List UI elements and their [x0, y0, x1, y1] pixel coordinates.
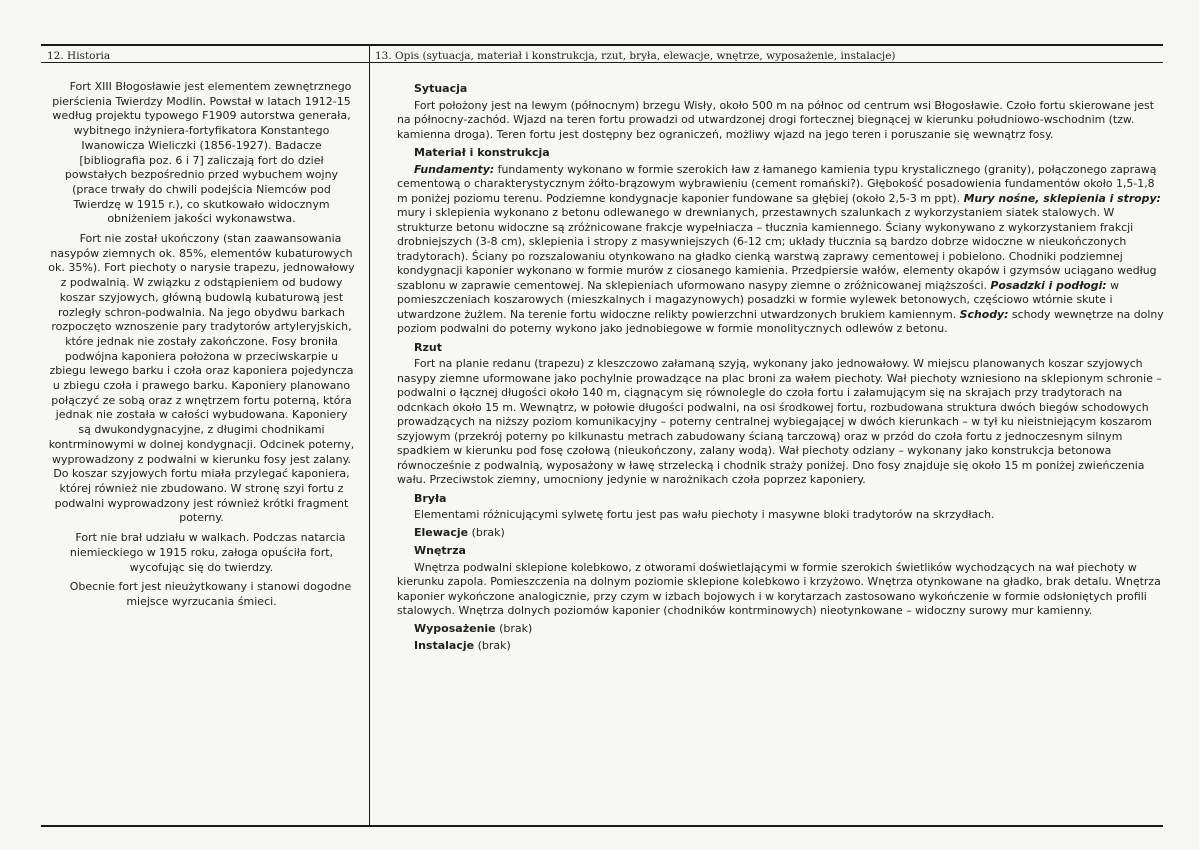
plan-heading: Rzut	[414, 340, 442, 354]
facades-note: (brak)	[471, 525, 505, 539]
facades-heading: Elewacje	[414, 525, 469, 539]
equipment-note: (brak)	[499, 621, 533, 635]
installations-section	[414, 639, 1167, 654]
floors-label: Posadzki i podłogi:	[990, 278, 1107, 292]
column-divider	[369, 44, 370, 826]
history-column	[48, 80, 355, 615]
history-paragraph: Fort XIII Błogosławie jest elementem zewnętrznego pierścienia Twierdzy Modlin. Powstał w latach 1912-15 według projektu typowego F1909 autorstwa generała, wybitnego inżyniera-fortyfikatora Konstantego Iwanowicza Wieliczki (1856-1927). Badacze [bibliografia poz. 6 i 7] zaliczają fort do dzieł powstałych bezpośrednio przed wybuchem wojny (prace trwały do chwili podejścia Niemców pod Twierdzę w 1915 r.), co skutkowało widocznym obniżeniem jakości wykonawstwa.	[52, 80, 352, 226]
facades-section	[414, 526, 1167, 541]
material-heading: Materiał i konstrukcja	[414, 146, 550, 159]
equipment-section	[414, 622, 1167, 637]
bottom-rule	[41, 825, 1163, 827]
mass-heading: Bryła	[414, 491, 447, 505]
walls-label: Mury nośne, sklepienia i stropy:	[963, 191, 1161, 205]
floors-text: w pomieszczeniach koszarowych (mieszkalnych i magazynowych) posadzki w formie wylewek betonowych, częściowo wtórnie skute i utwardzone żużlem. Na terenie fortu widoczne relikty powierzchni utwardzonych brukiem kamiennym.	[397, 278, 1120, 321]
history-paragraph: Obecnie fort jest nieużytkowany i stanowi dogodne miejsce wyrzucania śmieci.	[69, 580, 352, 608]
installations-heading: Instalacje	[414, 639, 475, 652]
interior-heading: Wnętrza	[414, 544, 466, 557]
interior-text: Wnętrza podwalni sklepione kolebkowo, z otworami doświetlającymi w formie szerokich świetlików wychodzących na wał piechoty w kierunku zapola. Pomieszczenia na dolnym poziomie sklepione kolebkowo i krzyżowo. Wnętrza otynkowane na gładko, brak detalu. Wnętrza kaponier wykończone analogicznie, przy czym w izbach bojowych i w korytarzach zastosowano wykończenie w formie odsłoniętych profili stalowych. Wnętrza dolnych poziomów kaponier (chodników kontrminowych) nieotynkowane – widoczny surowy mur kamienny.	[397, 560, 1161, 617]
header-rule	[41, 62, 1163, 63]
history-paragraph: Fort nie został ukończony (stan zaawansowania nasypów ziemnych ok. 85%, elementów kubaturowych ok. 35%). Fort piechoty o narysie trapezu, jednowałowy z podwalnią. W związku z odstąpieniem od budowy koszar szyjowych, główną budowlą kubaturową jest rozległy schron-podwalnia. Na jego obydwu barkach rozpoczęto wznoszenie pary tradytorów artyleryjskich, które jednak nie zostały zakończone. Fosy broniła podwójna kaponiera położona w przeciwskarpie u zbiegu lewego barku i czoła oraz kaponiera pojedyncza u zbiegu czoła i prawego barku. Kaponiery planowano połączyć ze sobą oraz z wnętrzem fortu poterną, która jednak nie została w całości wybudowana. Kaponiery są dwukondygnacyjne, z długimi chodnikami kontrminowymi w dolnej kondygnacji. Odcinek poterny, wyprowadzony z podwalni w kierunku fosy jest zalany. Do koszar szyjowych fortu miała przylegać kaponiera, której również nie zbudowano. W stronę szyi fortu z podwalni wyprowadzony jest również krótki fragment poterny.	[48, 232, 355, 525]
foundations-text: fundamenty wykonano w formie szerokich ław z łamanego kamienia typu krystalicznego (granity), połączonego zaprawą cementową o charakterystycznym żółto-brązowym wybrawieniu (cement romański?). Głębokość posadowienia fundamentów około 1,5-1,8 m poniżej poziomu terenu. Podziemne kondygnacje kaponier fundowane sa głębiej (około 2,5-3 m ppt).	[397, 162, 1157, 205]
installations-note: (brak)	[477, 639, 511, 652]
description-section-title: 13. Opis (sytuacja, materiał i konstrukcja, rzut, bryła, elewacje, wnętrze, wyposażenie, instalacje)	[375, 50, 896, 62]
mass-text: Elementami różnicującymi sylwetę fortu jest pas wału piechoty i masywne bloki tradytorów na skrzydłach.	[414, 508, 995, 521]
history-paragraph: Fort nie brał udziału w walkach. Podczas natarcia niemieckiego w 1915 roku, załoga opuściła fort, wycofując się do twierdzy.	[69, 531, 346, 574]
equipment-heading: Wyposażenie	[414, 621, 496, 635]
description-column	[397, 78, 1167, 656]
material-text	[397, 163, 1167, 337]
foundations-label: Fundamenty:	[414, 162, 495, 176]
situation-text: Fort położony jest na lewym (północnym) brzegu Wisły, około 500 m na północ od centrum wsi Błogosławie. Czoło fortu skierowane jest na północny-zachód. Wjazd na teren fortu prowadzi od utwardzonej drogi fortecznej biegnącej w kierunku południowo-wschodnim (tzw. kamienna droga). Teren fortu jest dostępny bez ograniczeń, możliwy wjazd na jego teren i poruszanie się wewnątrz fosy.	[397, 98, 1154, 141]
situation-heading: Sytuacja	[414, 82, 468, 95]
history-section-title: 12. Historia	[47, 50, 111, 62]
walls-text: mury i sklepienia wykonano z betonu odlewanego w drewnianych, przestawnych szalunkach z wykorzystaniem siatek stalowych. W strukturze betonu widoczne są zróżnicowane frakcje wypełniacza – tłucznia kamiennego. Ściany wykonywano z wykorzystaniem frakcji drobniejszych (3-8 cm), sklepienia i stropy z masywniejszych (6-12 cm; układy tłucznia są bardzo dobrze widoczne w nieukończonych tradytorach). Ściany po rozszalowaniu otynkowano na gładko cienką warstwą zaprawy cementowej i pobielono. Chodniki podziemnej kondygnacji kaponier wykonano w formie murów z ciosanego kamienia. Przedpiersie wałów, elementy okapów i gzymsów uciągano według szablonu w zaprawie cementowej. Na sklepieniach uformowano nasypy ziemne o zróżnicowanej miąższości.	[397, 206, 1157, 292]
stairs-label: Schody:	[959, 307, 1009, 321]
top-rule	[41, 44, 1163, 46]
stairs-text: schody wewnętrze na dolny poziom podwalni do poterny wykono jako jednobiegowe w formie monolitycznych odlewów z betonu.	[397, 307, 1164, 335]
plan-text: Fort na planie redanu (trapezu) z kleszczowo załamaną szyją, wykonany jako jednowałowy. W miejscu planowanych koszar szyjowych nasypy ziemne uformowane jako pochylnie prowadzące na plac broni za wałem piechoty. Wał piechoty wzniesiono na sklepionym schronie – podwalni o łącznej długości około 140 m, ciągnącym się równolegle do czoła fortu i załamującym się na skrajach przy tradytorach na odcnkach około 15 m. Wewnątrz, w połowie długości podwalni, na osi środkowej fortu, rozbudowana struktura dwóch biegów schodowych prowadzących na niższy poziom komunikacyjny – poterny centralnej wybiegającej w dwóch kierunkach – w tył ku nieistniejącym koszarom szyjowym (przekrój poterny po kilkunastu metrach zabudowany ścianą tarczową) oraz w przód do czoła fortu z jednoczesnym silnym spadkiem w kierunku pod fosę czołową (nieukończony, zalany wodą). Wał piechoty odziany – wykonany jako konstrukcja betonowa równocześnie z podwalnią, wyposażony w ławę strzelecką i chodnik straży poniżej. Dno fosy znajduje się około 15 m poniżej zwieńczenia wału. Przeciwstok ziemny, umocniony jedynie w narożnikach czoła poprzez kaponiery.	[397, 357, 1162, 486]
